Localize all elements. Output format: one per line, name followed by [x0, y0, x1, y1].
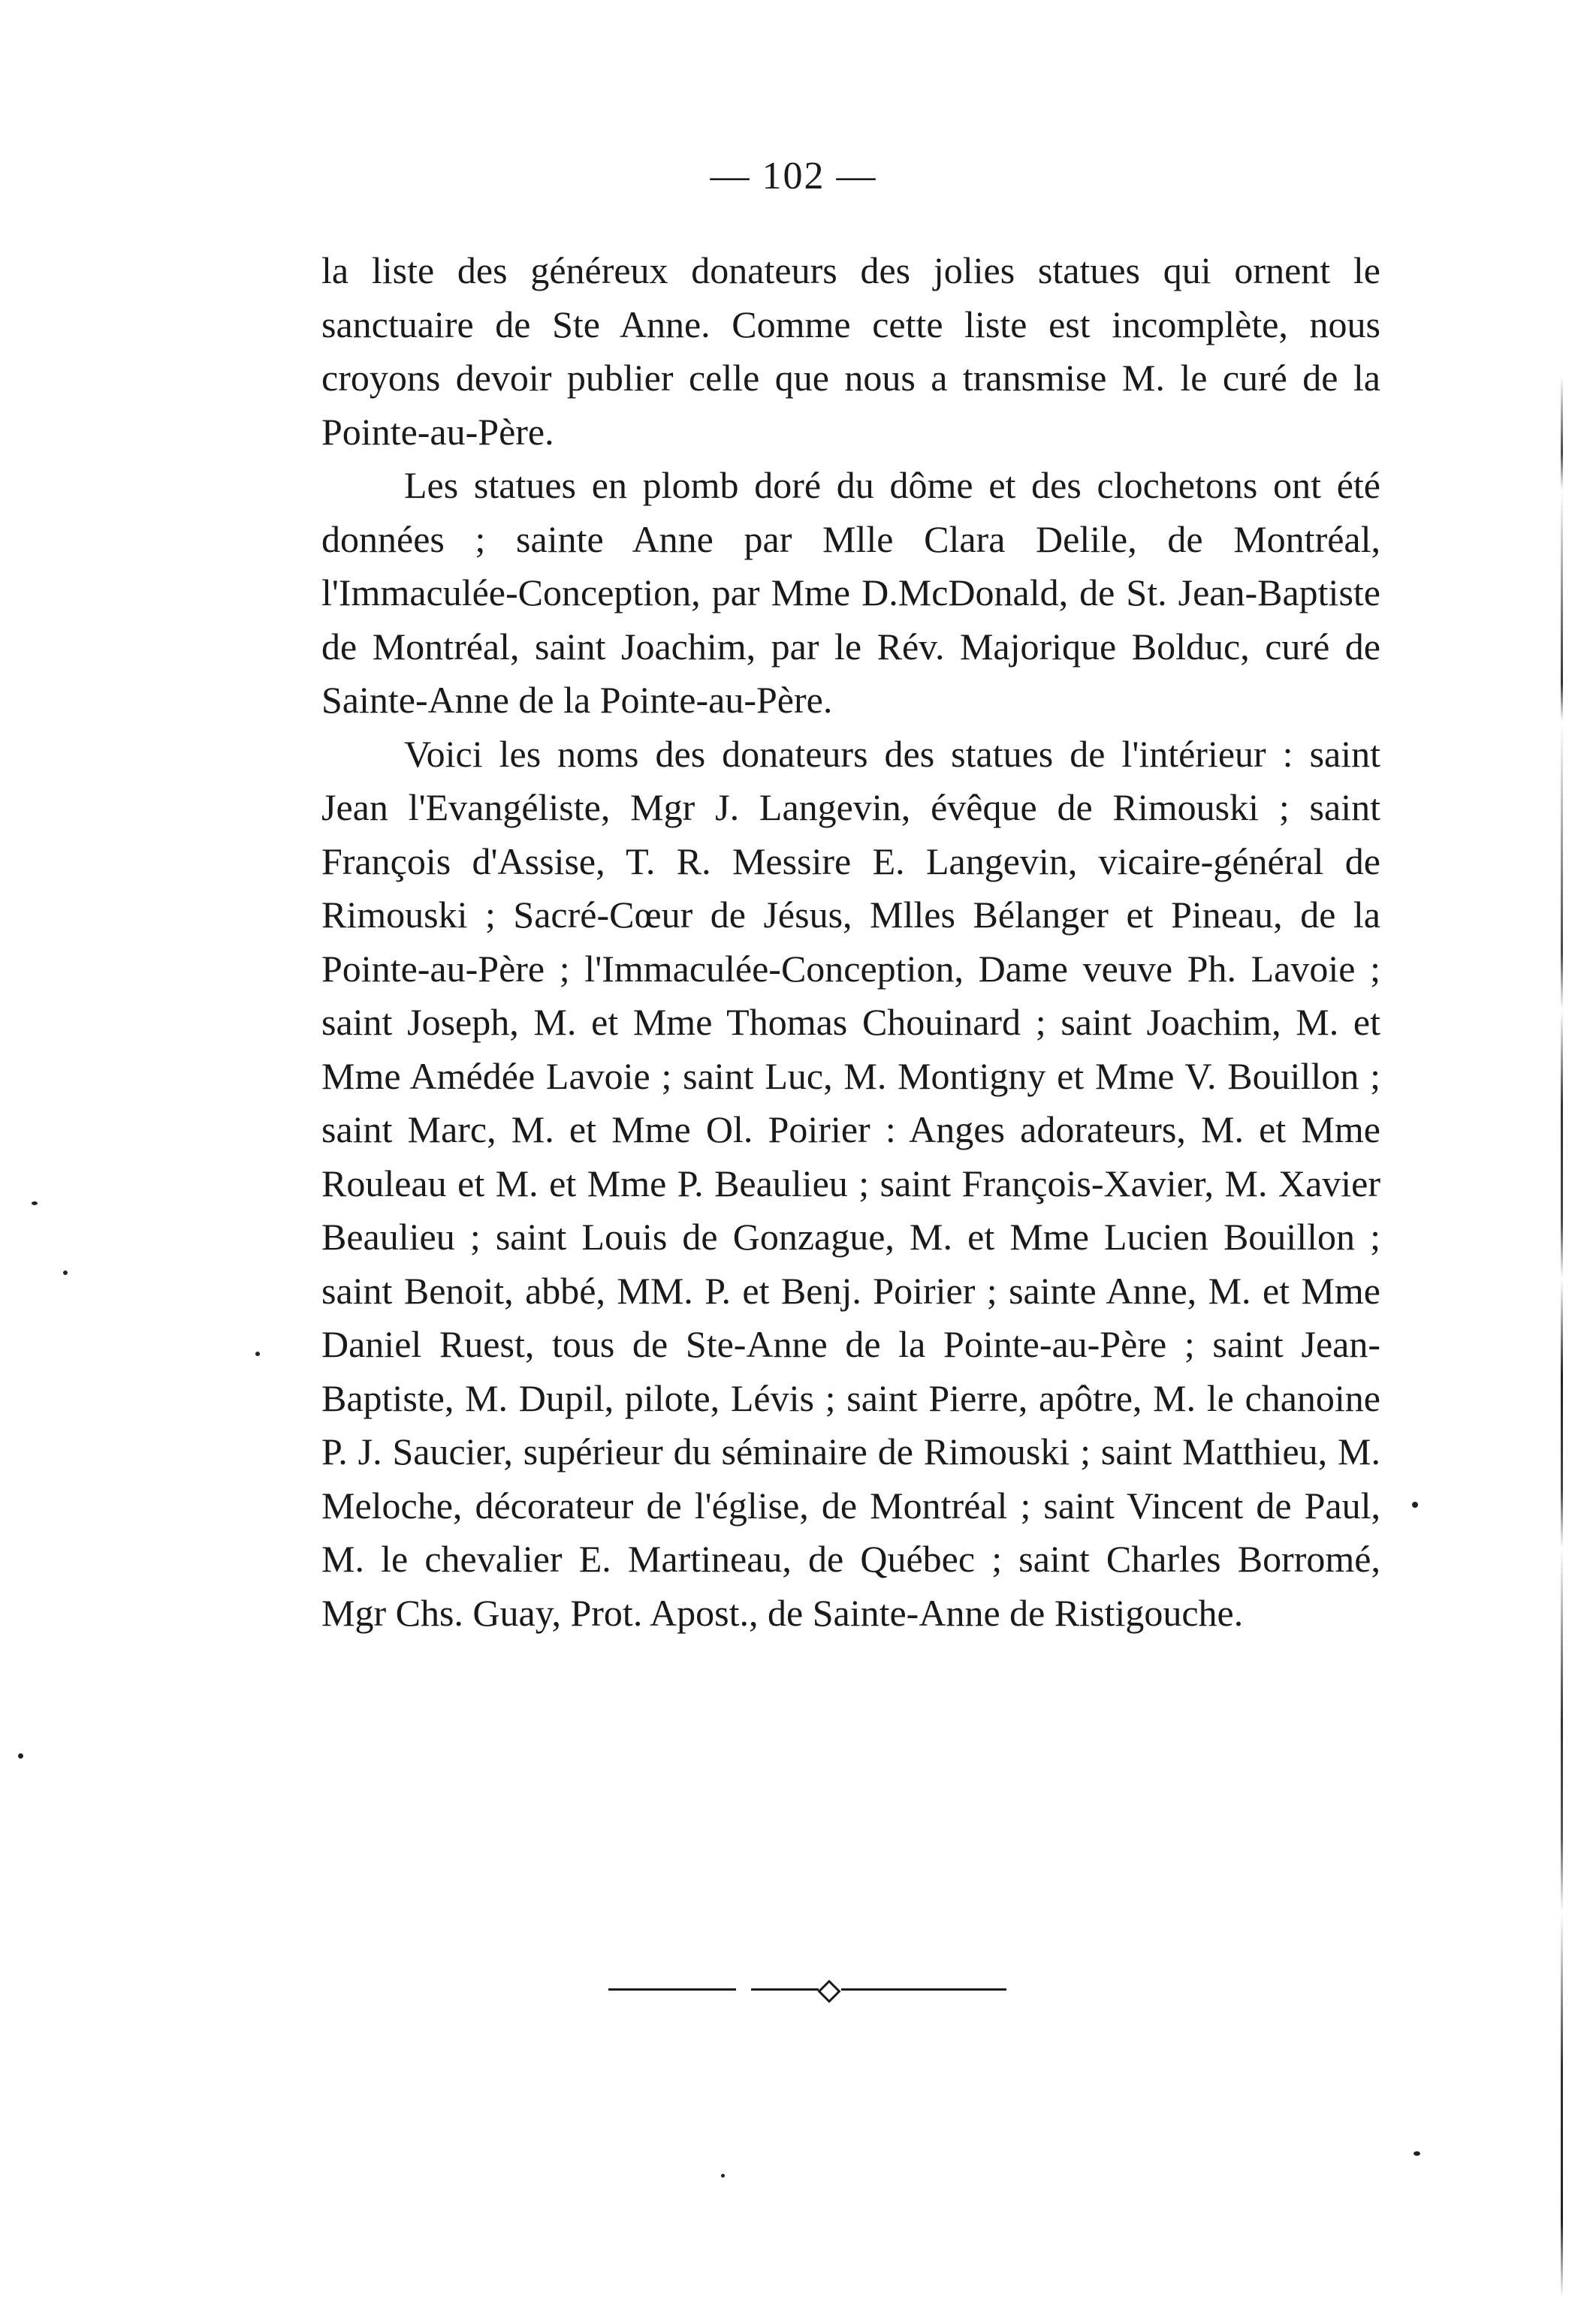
speck-mark	[63, 1271, 68, 1275]
paragraph-dome-statues: Les statues en plomb doré du dôme et des clochetons ont été données ; sainte Anne par Mlle Clara Delile, de Montréal, l'Immaculée-Conception, par Mme D.McDonald, de St. Jean-Baptiste de Montréal, saint Joachim, par le Rév. Majorique Bolduc, curé de Sainte-Anne de la Pointe-au-Père.	[321, 464, 1380, 721]
page-number: — 102 —	[710, 155, 877, 197]
section-end-ornament	[608, 1979, 1006, 2001]
speck-mark	[18, 1753, 23, 1759]
paragraph-donor-list-intro: la liste des généreux donateurs des jolies statues qui ornent le sanctuaire de Ste Anne. Comme cette liste est incomplète, nous croyons devoir publier celle que nous a transmise M. le curé de la Pointe-au-Père.	[321, 249, 1380, 453]
speck-mark	[1412, 1502, 1418, 1508]
page-edge-shadow	[1561, 375, 1563, 2298]
body-text	[321, 244, 1380, 1640]
ornament-diamond-icon	[817, 1979, 840, 2003]
speck-mark	[255, 1352, 260, 1356]
speck-mark	[721, 2174, 725, 2178]
paragraph-interior-statues: Voici les noms des donateurs des statues de l'intérieur : saint Jean l'Evangéliste, Mgr J. Langevin, évêque de Rimouski ; saint François d'Assise, T. R. Messire E. Langevin, vicaire-général de Rimouski ; Sacré-Cœur de Jésus, Mlles Bélanger et Pineau, de la Pointe-au-Père ; l'Immaculée-Conception, Dame veuve Ph. Lavoie ; saint Joseph, M. et Mme Thomas Chouinard ; saint Joachim, M. et Mme Amédée Lavoie ; saint Luc, M. Montigny et Mme V. Bouillon ; saint Marc, M. et Mme Ol. Poirier : Anges adorateurs, M. et Mme Rouleau et M. et Mme P. Beaulieu ; saint François-Xavier, M. Xavier Beaulieu ; saint Louis de Gonzague, M. et Mme Lucien Bouillon ; saint Benoit, abbé, MM. P. et Benj. Poirier ; sainte Anne, M. et Mme Daniel Ruest, tous de Ste-Anne de la Pointe-au-Père ; saint Jean-Baptiste, M. Dupil, pilote, Lévis ; saint Pierre, apôtre, M. le chanoine P. J. Saucier, supérieur du séminaire de Rimouski ; saint Matthieu, M. Meloche, décorateur de l'église, de Montréal ; saint Vincent de Paul, M. le chevalier E. Martineau, de Québec ; saint Charles Borromé, Mgr Chs. Guay, Prot. Apost., de Sainte-Anne de Ristigouche.	[321, 732, 1380, 1634]
speck-mark	[1414, 2151, 1420, 2156]
ornament-rule-left	[608, 1988, 736, 1991]
ornament-rule-middle	[751, 1988, 819, 1991]
speck-mark	[32, 1201, 38, 1205]
ornament-rule-right	[841, 1988, 1006, 1991]
